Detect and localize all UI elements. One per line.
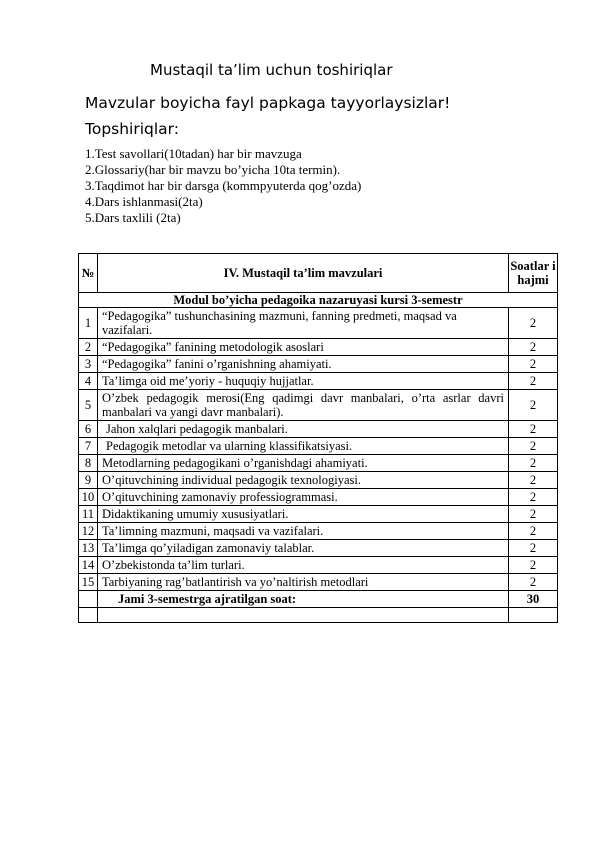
topics-table <box>78 253 558 623</box>
task-list <box>85 146 361 226</box>
row-hours: 2 <box>509 438 558 455</box>
table-row <box>79 356 558 373</box>
empty-cell <box>79 608 98 623</box>
row-number: 6 <box>79 421 98 438</box>
row-number: 12 <box>79 523 98 540</box>
row-number: 4 <box>79 373 98 390</box>
row-topic: “Pedagogika” fanini o’rganishning ahamiyati. <box>98 356 509 373</box>
table-row <box>79 308 558 339</box>
row-topic: Metodlarning pedagogikani o’rganishdagi ahamiyati. <box>98 455 509 472</box>
table-row <box>79 472 558 489</box>
empty-cell <box>509 608 558 623</box>
empty-cell <box>98 608 509 623</box>
row-number: 7 <box>79 438 98 455</box>
module-title: Modul bo’yicha pedagoika nazaruyasi kursi 3-semestr <box>79 293 558 308</box>
row-number: 11 <box>79 506 98 523</box>
row-topic: Ta’limga oid me’yoriy - huquqiy hujjatlar. <box>98 373 509 390</box>
row-topic: Pedagogik metodlar va ularning klassifikatsiyasi. <box>98 438 509 455</box>
row-hours: 2 <box>509 557 558 574</box>
table-row <box>79 455 558 472</box>
row-number: 13 <box>79 540 98 557</box>
row-topic: “Pedagogika” tushunchasining mazmuni, fanning predmeti, maqsad va vazifalari. <box>98 308 509 339</box>
header-topic: IV. Mustaqil ta’lim mavzulari <box>98 254 509 293</box>
row-topic: Ta’limga qo’yiladigan zamonaviy talablar. <box>98 540 509 557</box>
row-hours: 2 <box>509 472 558 489</box>
total-hours: 30 <box>509 591 558 608</box>
row-topic: O’zbekistonda ta’lim turlari. <box>98 557 509 574</box>
page-title: Mustaqil ta’lim uchun toshiriqlar <box>150 61 393 79</box>
header-number: № <box>79 254 98 293</box>
table-row <box>79 438 558 455</box>
task-item: 5.Dars taxlili (2ta) <box>85 210 181 225</box>
row-number: 8 <box>79 455 98 472</box>
table-row <box>79 523 558 540</box>
row-topic: Tarbiyaning rag’batlantirish va yo’naltirish metodlari <box>98 574 509 591</box>
row-number: 5 <box>79 390 98 421</box>
table-row <box>79 489 558 506</box>
table-row <box>79 574 558 591</box>
row-number: 15 <box>79 574 98 591</box>
row-hours: 2 <box>509 390 558 421</box>
row-hours: 2 <box>509 373 558 390</box>
row-hours: 2 <box>509 489 558 506</box>
empty-row <box>79 608 558 623</box>
task-item: 4.Dars ishlanmasi(2ta) <box>85 194 203 209</box>
table-row <box>79 540 558 557</box>
row-topic: O’qituvchining zamonaviy professiogrammasi. <box>98 489 509 506</box>
row-hours: 2 <box>509 356 558 373</box>
table-row <box>79 421 558 438</box>
row-number: 14 <box>79 557 98 574</box>
row-hours: 2 <box>509 506 558 523</box>
row-topic: Jahon xalqlari pedagogik manbalari. <box>98 421 509 438</box>
task-item: 3.Taqdimot har bir darsga (kommpyuterda qog’ozda) <box>85 178 362 193</box>
row-topic: Ta’limning mazmuni, maqsadi va vazifalari. <box>98 523 509 540</box>
header-hours: Soatlar i hajmi <box>509 254 558 293</box>
table-row <box>79 390 558 421</box>
row-number: 3 <box>79 356 98 373</box>
row-hours: 2 <box>509 339 558 356</box>
row-hours: 2 <box>509 540 558 557</box>
table-row <box>79 557 558 574</box>
row-hours: 2 <box>509 421 558 438</box>
row-topic: O’zbek pedagogik merosi(Eng qadimgi davr manbalari, o’rta asrlar davri manbalari va yangi davr manbalari). <box>98 390 509 421</box>
total-label: Jami 3-semestrga ajratilgan soat: <box>98 591 509 608</box>
row-number: 1 <box>79 308 98 339</box>
row-number: 2 <box>79 339 98 356</box>
row-topic: O’qituvchining individual pedagogik texnologiyasi. <box>98 472 509 489</box>
row-number: 9 <box>79 472 98 489</box>
module-row <box>79 293 558 308</box>
row-topic: Didaktikaning umumiy xususiyatlari. <box>98 506 509 523</box>
table-row <box>79 506 558 523</box>
row-hours: 2 <box>509 523 558 540</box>
task-item: 2.Glossariy(har bir mavzu bo’yicha 10ta termin). <box>85 162 341 177</box>
total-row <box>79 591 558 608</box>
row-hours: 2 <box>509 574 558 591</box>
tasks-heading: Topshiriqlar: <box>85 120 180 138</box>
table-row <box>79 373 558 390</box>
row-hours: 2 <box>509 455 558 472</box>
total-number-cell <box>79 591 98 608</box>
row-hours: 2 <box>509 308 558 339</box>
row-number: 10 <box>79 489 98 506</box>
task-item: 1.Test savollari(10tadan) har bir mavzuga <box>85 146 302 161</box>
instruction-text: Mavzular boyicha fayl papkaga tayyorlaysizlar! <box>85 94 451 112</box>
row-topic: “Pedagogika” fanining metodologik asoslari <box>98 339 509 356</box>
table-header-row <box>79 254 558 293</box>
table-row <box>79 339 558 356</box>
